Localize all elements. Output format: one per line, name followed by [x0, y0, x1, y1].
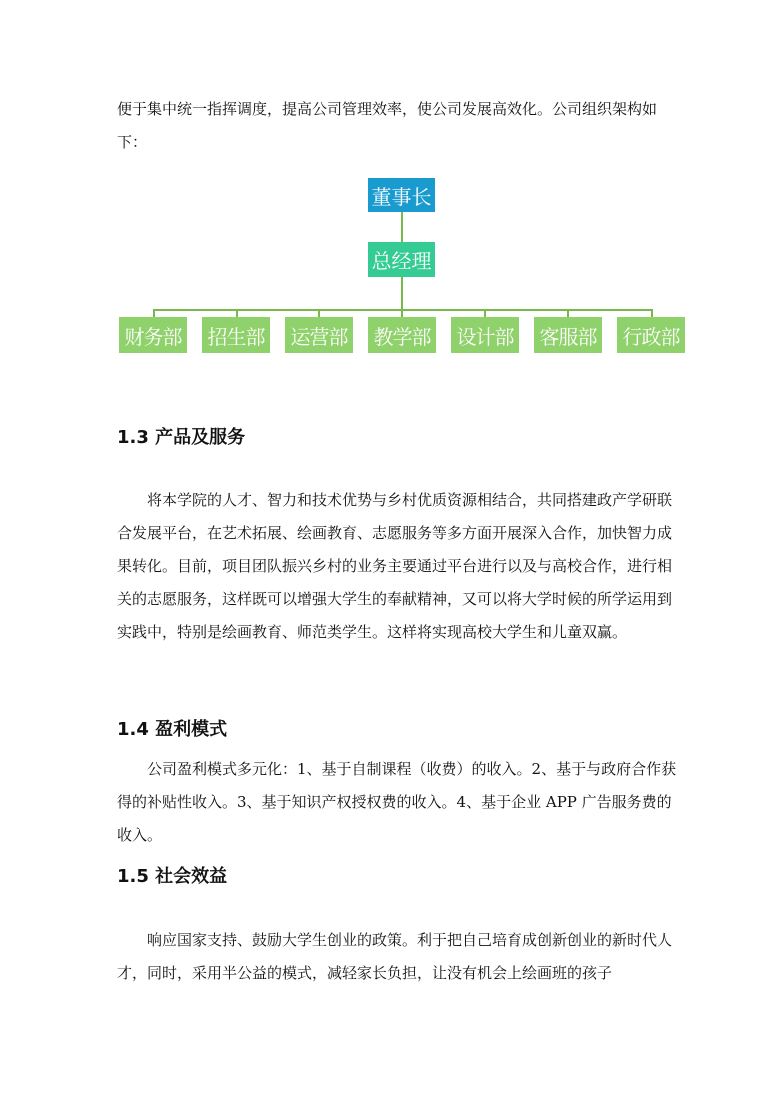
connector-dept-6 — [651, 309, 653, 317]
connector-horizontal-bus — [153, 309, 653, 311]
connector-dept-1 — [236, 309, 238, 317]
org-dept-customer-service: 客服部 — [534, 317, 602, 353]
connector-dept-0 — [153, 309, 155, 317]
org-dept-admissions: 招生部 — [202, 317, 270, 353]
section-1-3-body: 将本学院的人才、智力和技术优势与乡村优质资源相结合，共同搭建政产学研联合发展平台，在艺术拓展、绘画教育、志愿服务等多方面开展深入合作，加快智力成果转化。目前，项目团队振兴乡村的业务主要通过平台进行以及与高校合作，进行相关的志愿服务，这样既可以增强大学生的奉献精神，又可以将大学时候的所学运用到实践中，特别是绘画教育、师范类学生。这样将实现高校大学生和儿童双赢。 — [117, 491, 673, 641]
org-dept-administration: 行政部 — [617, 317, 685, 353]
connector-dept-3 — [401, 309, 403, 317]
connector-dept-4 — [484, 309, 486, 317]
connector-dept-2 — [318, 309, 320, 317]
section-1-3-heading: 1.3 产品及服务 — [117, 427, 246, 448]
org-chairman-box: 董事长 — [368, 178, 435, 212]
section-1-4-body: 公司盈利模式多元化：1、基于自制课程（收费）的收入。2、基于与政府合作获得的补贴性收入。3、基于知识产权授权费的收入。4、基于企业 APP 广告服务费的收入。 — [117, 760, 677, 844]
connector-dept-5 — [567, 309, 569, 317]
org-dept-design: 设计部 — [451, 317, 519, 353]
org-dept-finance: 财务部 — [119, 317, 187, 353]
section-1-4-heading: 1.4 盈利模式 — [117, 719, 228, 740]
org-manager-box: 总经理 — [368, 242, 435, 277]
connector-chairman-manager — [401, 212, 403, 242]
section-1-5-body: 响应国家支持、鼓励大学生创业的政策。利于把自己培育成创新创业的新时代人才，同时，采用半公益的模式，减轻家长负担，让没有机会上绘画班的孩子 — [117, 931, 673, 982]
org-dept-teaching: 教学部 — [368, 317, 436, 353]
section-1-5-heading: 1.5 社会效益 — [117, 866, 228, 887]
intro-paragraph: 便于集中统一指挥调度，提高公司管理效率，使公司发展高效化。公司组织架构如下： — [117, 100, 658, 151]
org-dept-operations: 运营部 — [285, 317, 353, 353]
connector-manager-bus — [401, 277, 403, 309]
